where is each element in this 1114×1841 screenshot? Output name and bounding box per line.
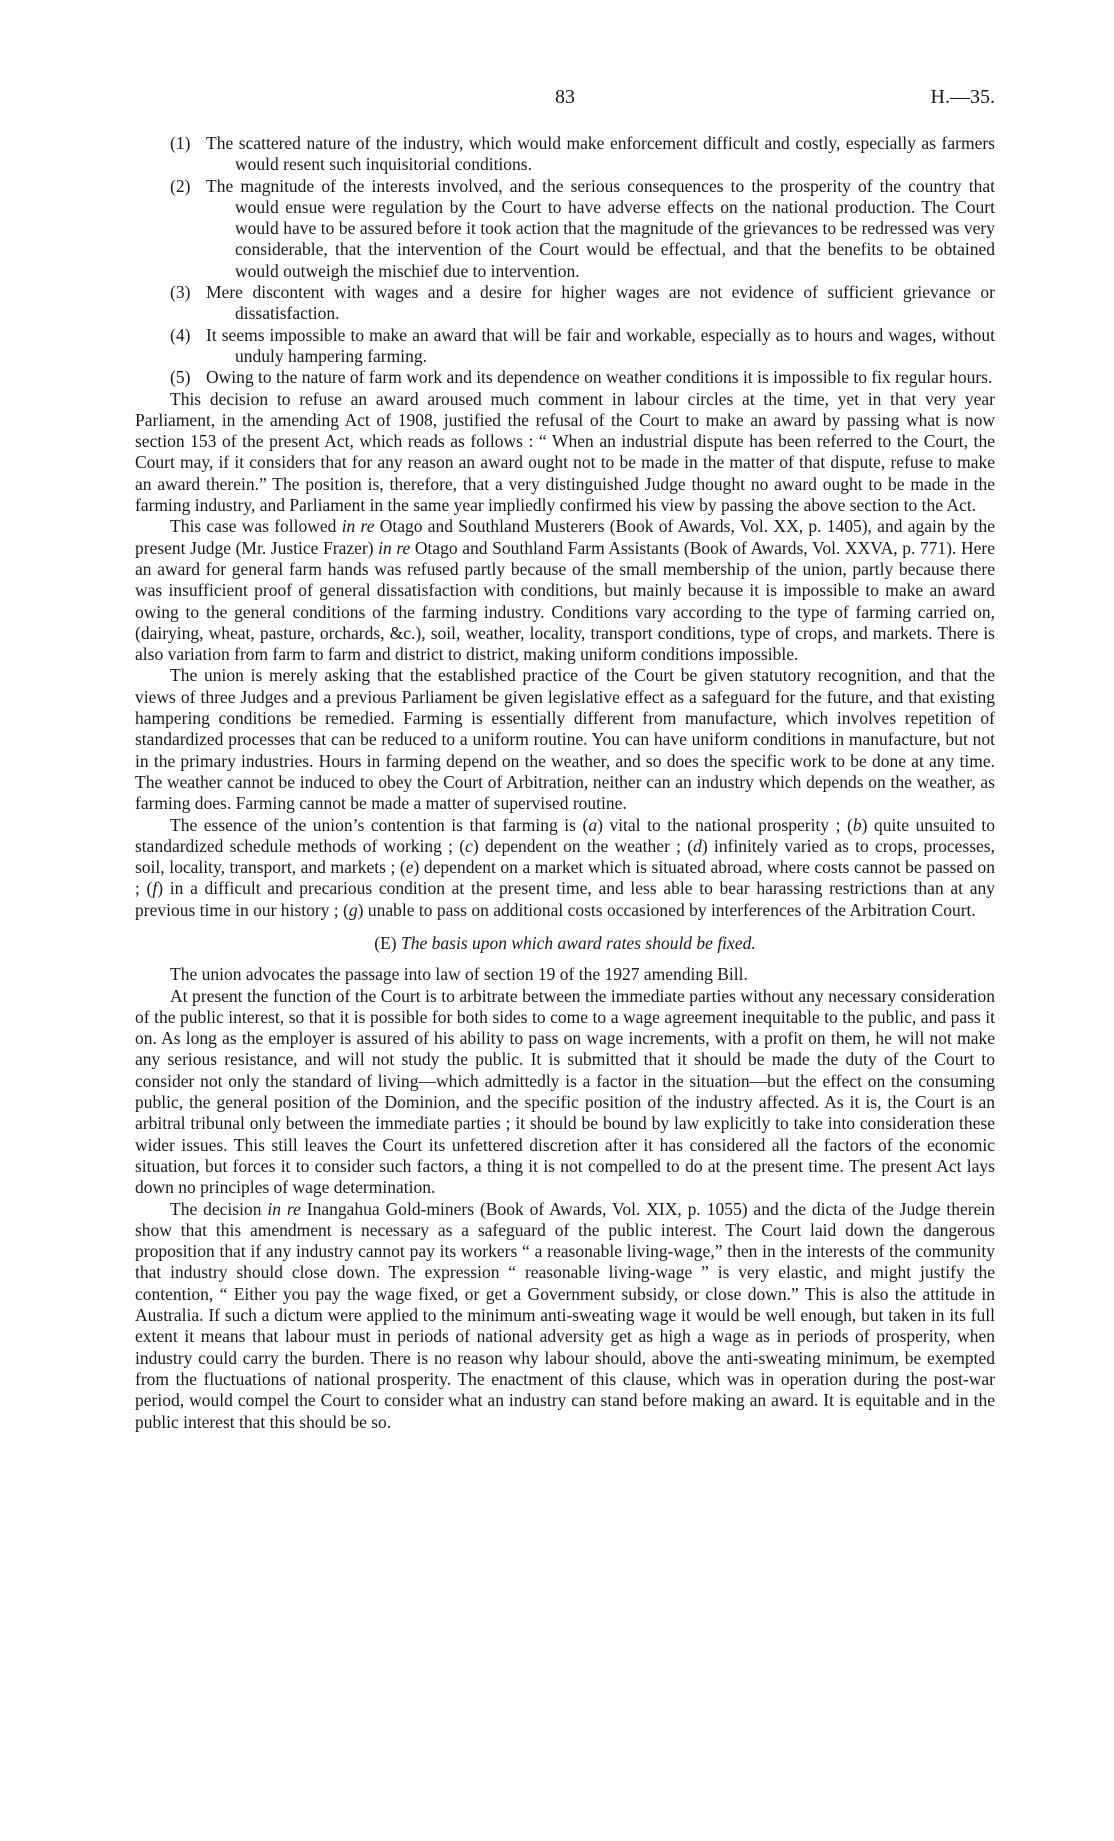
paragraph: This decision to refuse an award aroused much comment in labour circles at the time, yet in that very year Parliament, in the amending Act of 1908, justified the refusal of the Court to make an award by passing what is now section 153 of the present Act, which reads as follows : “ When an industrial dispute has been referred to the Court, the Court may, if it considers that for any reason an award ought not to be made in the matter of that dispute, refuse to make an award therein.” The position is, therefore, that a very distinguished Judge thought no award ought to be made in the farming industry, and Parliament in the same year impliedly confirmed his view by passing the above section to the Act. bbox=[135, 388, 995, 516]
numbered-list bbox=[135, 133, 995, 389]
page-number: 83 bbox=[555, 86, 575, 108]
section-heading bbox=[135, 933, 995, 954]
paragraph: This case was followed in re Otago and Southland Musterers (Book of Awards, Vol. XX, p. 1405), and again by the present Judge (Mr. Justice Frazer) in re Otago and Southland Farm Assistants (Book of Awards, Vol. XXVA, p. 771). Here an award for general farm hands was refused partly because of the small membership of the union, partly because there was insufficient proof of general dissatisfaction with conditions, but mainly because it is impossible to make an award owing to the general conditions of the farming industry. Conditions vary according to the type of farming carried on, (dairying, wheat, pasture, orchards, &c.), soil, weather, locality, transport conditions, type of crops, and markets. There is also variation from farm to farm and district to district, making uniform conditions impossible. bbox=[135, 516, 995, 665]
paragraph: The union advocates the passage into law of section 19 of the 1927 amending Bill. bbox=[170, 964, 748, 985]
section-label: (E) bbox=[374, 932, 402, 953]
item-number: (2) bbox=[170, 175, 191, 196]
item-text: It seems impossible to make an award that will be fair and workable, especially as to hours and wages, without unduly hampering farming. bbox=[206, 324, 995, 366]
list-item bbox=[135, 325, 995, 368]
document-body bbox=[135, 133, 995, 1433]
paragraph: The union is merely asking that the established practice of the Court be given statutory recognition, and that the views of three Judges and a previous Parliament be given legislative effect as a safeguard for the future, and that existing hampering conditions be remedied. Farming is essentially different from manufacture, which involves repetition of standardized processes that can be reduced to a uniform routine. You can have uniform conditions in manufacture, but not in the primary industries. Hours in farming depend on the weather, and so does the specific work to be done at any time. The weather cannot be induced to obey the Court of Arbitration, neither can an industry which depends on the weather, as farming does. Farming cannot be made a matter of supervised routine. bbox=[135, 665, 995, 814]
paragraph: The essence of the union’s contention is that farming is (a) vital to the national prosperity ; (b) quite unsuited to standardized schedule methods of working ; (c) dependent on the weather ; (d) infinitely varied as to crops, processes, soil, locality, transport, and markets ; (e) dependent on a market which is situated abroad, where costs cannot be passed on ; (f) in a difficult and precarious condition at the present time, and less able to bear harassing restrictions than at any previous time in our history ; (g) unable to pass on additional costs occasioned by interferences of the Arbitration Court. bbox=[135, 814, 995, 920]
paragraph: At present the function of the Court is to arbitrate between the immediate parties without any necessary consideration of the public interest, so that it is possible for both sides to come to a wage agreement inequitable to the public, and pass it on. As long as the employer is assured of his ability to pass on wage increments, with a profit on them, he will not make any serious resistance, and will not study the public. It is submitted that it should be made the duty of the Court to consider not only the standard of living—which admittedly is a factor in the situation—but the effect on the consuming public, the general position of the Dominion, and the specific position of the industry affected. As it is, the Court is an arbitral tribunal only between the immediate parties ; it should be bound by law explicitly to take into consideration these wider issues. This still leaves the Court its unfettered discretion after it has considered all the factors of the economic situation, but forces it to consider such factors, a thing it is not compelled to do at the present time. The present Act lays down no principles of wage determination. bbox=[135, 985, 995, 1198]
list-item bbox=[135, 176, 995, 282]
item-text: Owing to the nature of farm work and its dependence on weather conditions it is impossible to fix regular hours. bbox=[206, 367, 993, 388]
item-number: (4) bbox=[170, 324, 191, 345]
page-header bbox=[135, 86, 995, 112]
item-number: (3) bbox=[170, 282, 191, 303]
item-number: (5) bbox=[170, 367, 191, 388]
list-item bbox=[135, 282, 995, 325]
section-title: The basis upon which award rates should be fixed. bbox=[401, 932, 756, 953]
item-text: Mere discontent with wages and a desire for higher wages are not evidence of sufficient grievance or dissatisfaction. bbox=[206, 282, 995, 324]
document-reference: H.—35. bbox=[930, 86, 995, 108]
item-number: (1) bbox=[170, 133, 191, 153]
list-item bbox=[135, 133, 995, 176]
item-text: The magnitude of the interests involved, and the serious consequences to the prosperity of the country that would ensue were regulation by the Court to have adverse effects on the national production. The Court would have to be assured before it took action that the magnitude of the grievances to be redressed was very considerable, that the intervention of the Court would be effectual, and that the benefits to be obtained would outweigh the mischief due to intervention. bbox=[206, 175, 995, 281]
list-item bbox=[135, 367, 995, 388]
paragraph: The decision in re Inangahua Gold-miners (Book of Awards, Vol. XIX, p. 1055) and the dicta of the Judge therein show that this amendment is necessary as a safeguard of the public interest. The Court laid down the dangerous proposition that if any industry cannot pay its workers “ a reasonable living-wage,” then in the interests of the community that industry should close down. The expression “ reasonable living-wage ” is very elastic, and might justify the contention, “ Either you pay the wage fixed, or get a Government subsidy, or close down.” This is also the attitude in Australia. If such a dictum were applied to the minimum anti-sweating wage it would be well enough, but taken in its full extent it means that labour must in periods of national adversity get as high a wage as in periods of prosperity, when industry could carry the burden. There is no reason why labour should, above the anti-sweating minimum, be exempted from the fluctuations of national prosperity. The enactment of this clause, which was in operation during the post-war period, would compel the Court to consider what an industry can stand before making an award. It is equitable and in the public interest that this should be so. bbox=[135, 1198, 995, 1432]
item-text: The scattered nature of the industry, which would make enforcement difficult and costly, especially as farmers would resent such inquisitorial conditions. bbox=[206, 133, 995, 175]
